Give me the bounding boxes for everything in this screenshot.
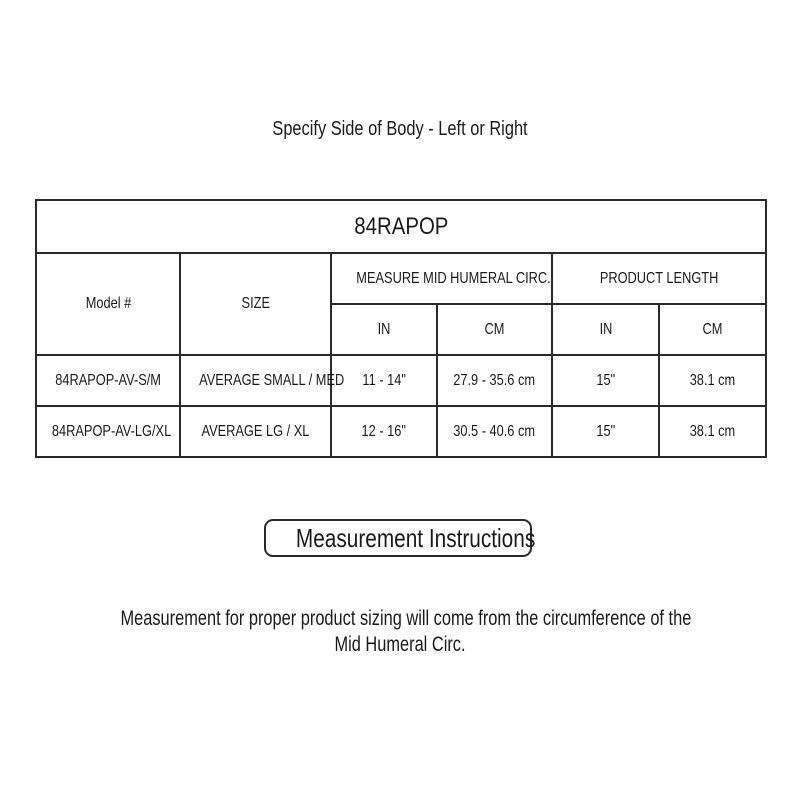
header-length-cm-text: CM <box>702 320 723 338</box>
cell-model <box>36 355 180 406</box>
header-size <box>180 253 331 355</box>
cell-model <box>36 406 180 457</box>
table-title <box>36 200 766 253</box>
cell-length-in-text: 15" <box>596 422 615 440</box>
cell-size-text: AVERAGE SMALL / MED <box>199 371 345 389</box>
size-chart-table <box>35 199 767 458</box>
header-measure-cm <box>437 304 552 355</box>
cell-measure-in-text: 12 - 16" <box>361 422 407 440</box>
measurement-instructions-heading <box>264 519 536 557</box>
cell-measure-in <box>331 355 437 406</box>
header-measure-in <box>331 304 437 355</box>
cell-measure-cm-text: 27.9 - 35.6 cm <box>453 371 536 389</box>
header-measure-cm-text: CM <box>484 320 505 338</box>
measurement-instructions-label: Measurement Instructions <box>295 523 536 553</box>
cell-measure-in-text: 11 - 14" <box>362 371 406 389</box>
instructions-line-1: Measurement for proper product sizing will come from the circumference of the <box>120 607 692 630</box>
table-row <box>36 406 766 457</box>
cell-size <box>180 406 331 457</box>
cell-measure-cm <box>437 406 552 457</box>
header-length-group-text: PRODUCT LENGTH <box>599 269 719 287</box>
table-title-text: 84RAPOP <box>353 212 449 240</box>
cell-length-in <box>552 355 659 406</box>
cell-length-in <box>552 406 659 457</box>
cell-model-text: 84RAPOP-AV-LG/XL <box>51 422 172 440</box>
cell-measure-in <box>331 406 437 457</box>
cell-length-cm-text: 38.1 cm <box>689 422 736 440</box>
cell-length-cm <box>659 406 766 457</box>
measurement-instructions-text <box>40 606 760 658</box>
cell-length-in-text: 15" <box>596 371 615 389</box>
instructions-line-2: Mid Humeral Circ. <box>334 633 466 656</box>
header-measure-in-text: IN <box>377 320 391 338</box>
cell-length-cm-text: 38.1 cm <box>689 371 736 389</box>
cell-model-text: 84RAPOP-AV-S/M <box>55 371 161 389</box>
header-model-text: Model # <box>85 295 131 312</box>
table-row <box>36 355 766 406</box>
cell-size <box>180 355 345 406</box>
header-measure-group-text: MEASURE MID HUMERAL CIRC. <box>356 269 551 287</box>
header-length-in-text: IN <box>599 320 612 338</box>
header-length-group <box>552 253 766 304</box>
header-length-in <box>552 304 659 355</box>
cell-measure-cm <box>437 355 552 406</box>
cell-size-text: AVERAGE LG / XL <box>201 422 310 440</box>
header-length-cm <box>659 304 766 355</box>
header-model <box>36 253 180 355</box>
side-of-body-note: Specify Side of Body - Left or Right <box>272 118 528 140</box>
header-size-text: SIZE <box>241 295 270 312</box>
header-measure-group <box>331 253 552 304</box>
cell-length-cm <box>659 355 766 406</box>
cell-measure-cm-text: 30.5 - 40.6 cm <box>453 422 536 440</box>
